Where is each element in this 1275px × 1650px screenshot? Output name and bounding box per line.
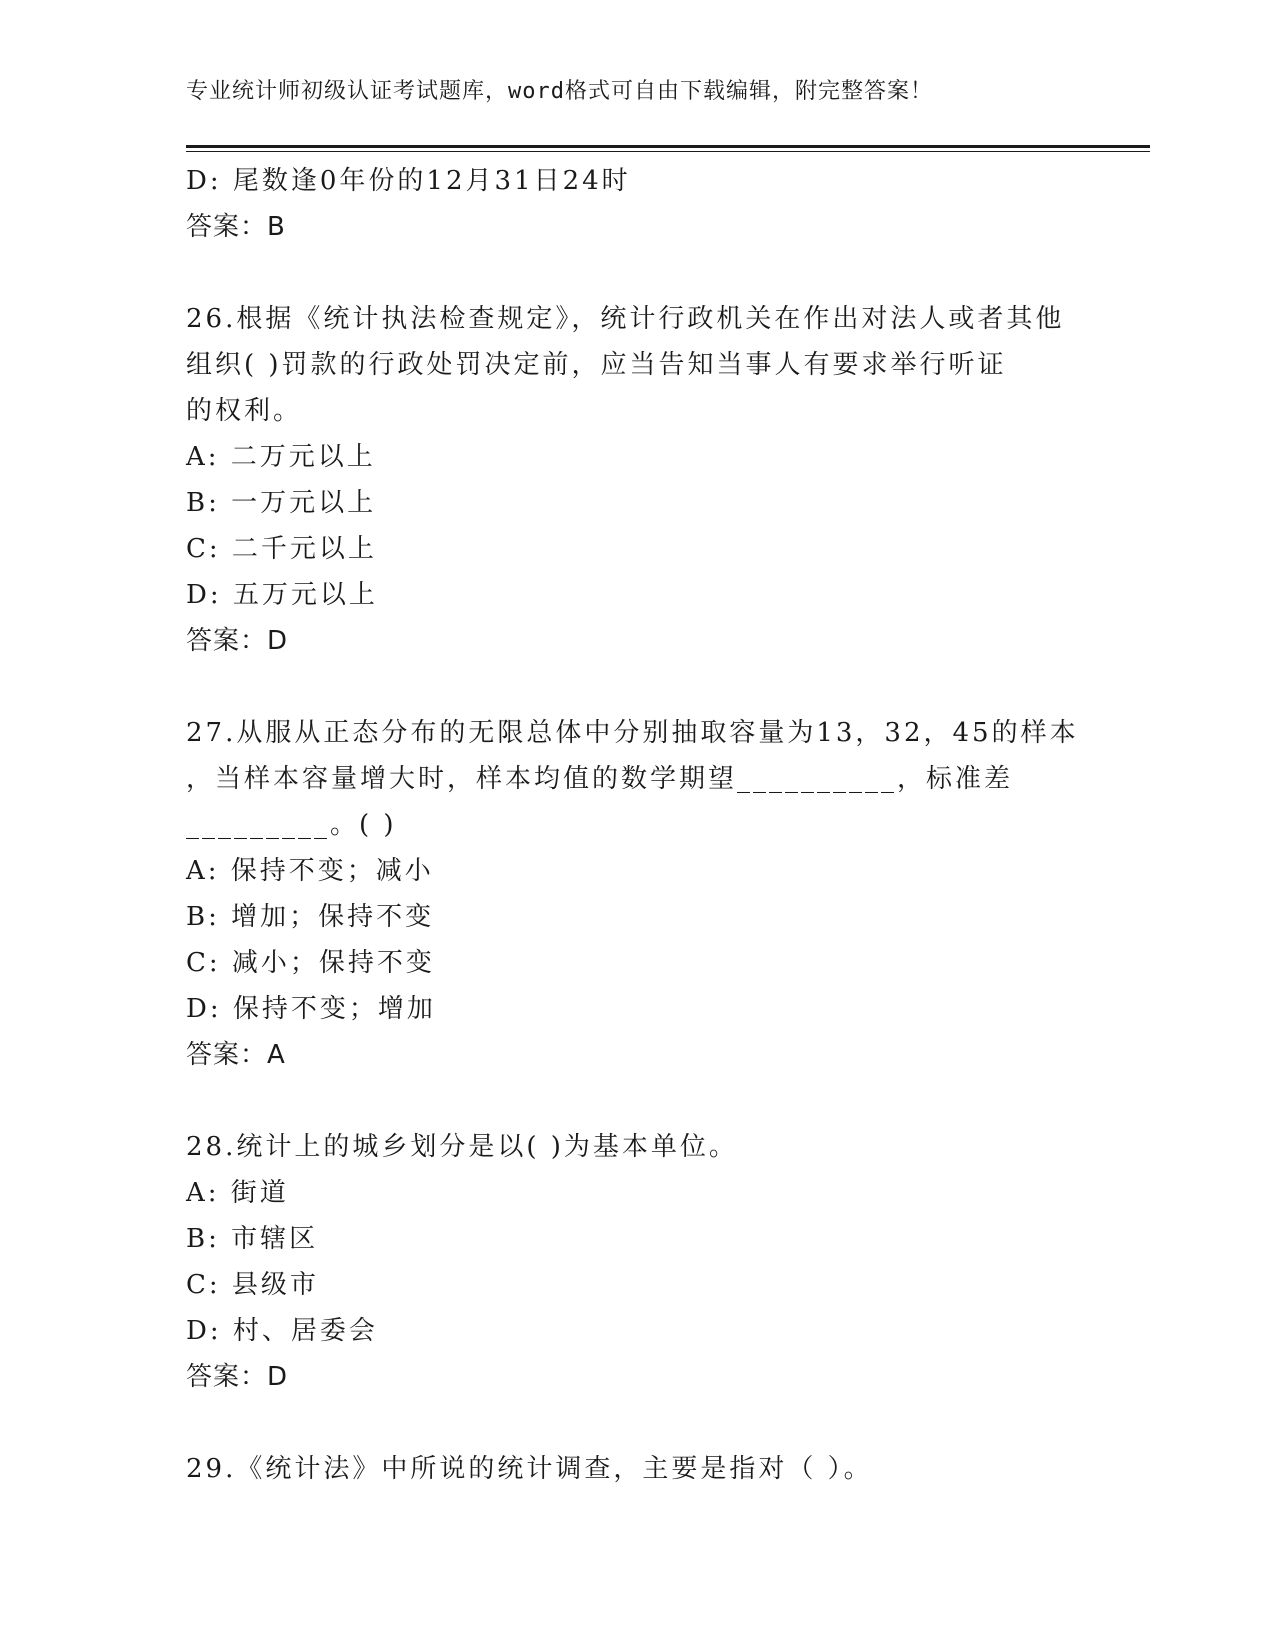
q26-option-b: B: 一万元以上 [186,488,377,518]
q26-stem-line: 26.根据《统计执法检查规定》，统计行政机关在作出对法人或者其他 [186,304,1065,334]
q25-option-d: D: 尾数逢0年份的12月31日24时 [186,166,631,196]
q28-stem-line: 28.统计上的城乡划分是以( )为基本单位。 [186,1132,738,1162]
spacer [186,1078,1086,1124]
q26-option-d: D: 五万元以上 [186,580,378,610]
q28-option-b: B: 市辖区 [186,1224,319,1254]
q26-stem-line: 的权利。 [186,396,303,426]
q28-option-a: A: 街道 [186,1178,289,1208]
q29-stem-line: 29.《统计法》中所说的统计调查，主要是指对（ ）。 [186,1454,873,1484]
spacer [186,250,1086,296]
q26-answer: 答案：D [186,626,289,656]
q27-option-d: D: 保持不变；增加 [186,994,436,1024]
q28-answer: 答案：D [186,1362,289,1392]
q27-option-a: A: 保持不变；减小 [186,856,434,886]
q27-stem-line: _________。( ) [186,810,397,840]
q27-stem-line: 27.从服从正态分布的无限总体中分别抽取容量为13，32，45的样本 [186,718,1079,748]
q26-stem-line: 组织( )罚款的行政处罚决定前，应当告知当事人有要求举行听证 [186,350,1007,380]
q27-answer: 答案：A [186,1040,286,1070]
document-body [186,158,1086,1492]
q26-option-c: C: 二千元以上 [186,534,377,564]
q28-option-c: C: 县级市 [186,1270,319,1300]
q26-option-a: A: 二万元以上 [186,442,376,472]
spacer [186,664,1086,710]
q25-answer: 答案：B [186,212,286,242]
header-rule-thin [186,151,1150,152]
q27-option-b: B: 增加；保持不变 [186,902,435,932]
page-header: 专业统计师初级认证考试题库，word格式可自由下载编辑，附完整答案！ [186,79,933,104]
q28-option-d: D: 村、居委会 [186,1316,378,1346]
header-rule-thick [186,145,1150,148]
spacer [186,1400,1086,1446]
q27-option-c: C: 减小；保持不变 [186,948,435,978]
q27-stem-line: ，当样本容量增大时，样本均值的数学期望__________，标准差 [186,764,1014,794]
